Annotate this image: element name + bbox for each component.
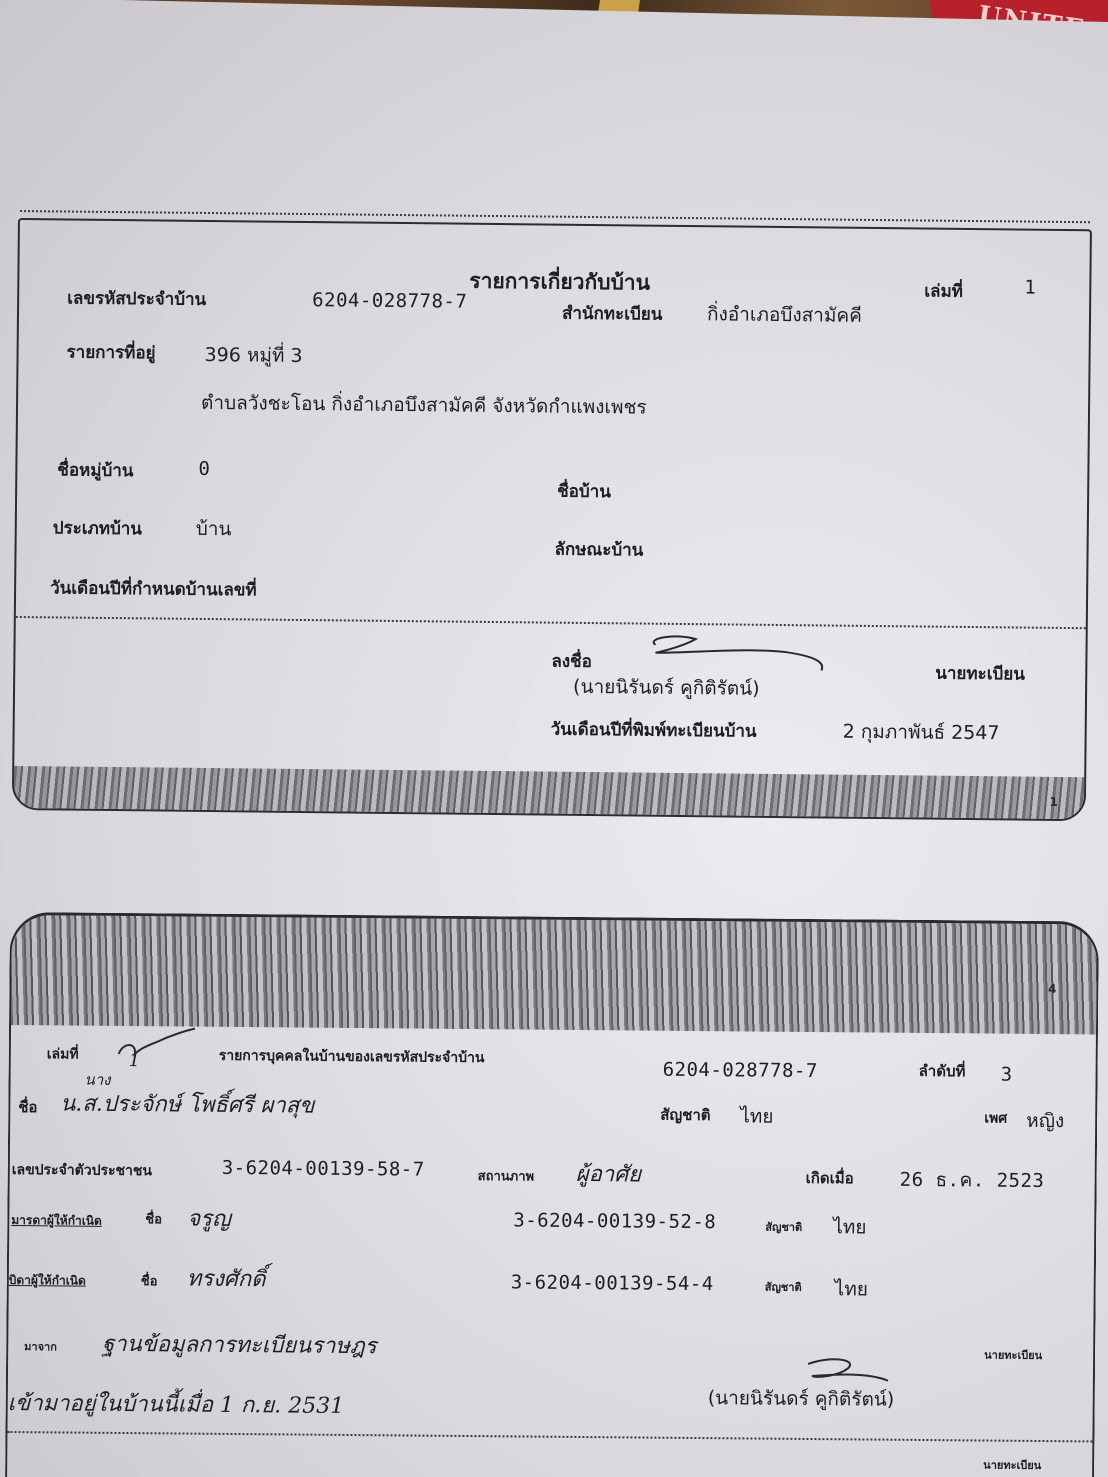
registrar-title-3: นายทะเบียน bbox=[983, 1458, 1042, 1473]
mother-nationality-label: สัญชาติ bbox=[765, 1220, 803, 1234]
house-details-card bbox=[12, 218, 1092, 821]
father-name: ทรงศักดิ์ bbox=[186, 1266, 266, 1293]
page-number: 1 bbox=[1049, 794, 1059, 809]
mother-id: 3-6204-00139-52-8 bbox=[513, 1209, 717, 1234]
sex-label: เพศ bbox=[984, 1110, 1008, 1127]
registrar-name: (นายนิรันดร์ คูกิติรัตน์) bbox=[573, 675, 760, 700]
id-number: 3-6204-00139-58-7 bbox=[221, 1156, 425, 1181]
seq-number: 3 bbox=[1000, 1063, 1013, 1086]
father-id: 3-6204-00139-54-4 bbox=[510, 1271, 714, 1296]
father-nationality-label: สัญชาติ bbox=[764, 1280, 802, 1294]
moved-in-date: เข้ามาอยู่ในบ้านนี้เมื่อ 1 ก.ย. 2531 bbox=[7, 1390, 345, 1419]
print-date: 2 กุมภาพันธ์ 2547 bbox=[842, 720, 1000, 745]
name-prefix-handwritten: นาง bbox=[84, 1070, 111, 1089]
birth-label: เกิดเมื่อ bbox=[805, 1168, 854, 1188]
nationality: ไทย bbox=[740, 1105, 774, 1128]
village-label: ชื่อหมู่บ้าน bbox=[57, 460, 134, 482]
assign-date-label: วันเดือนปีที่กำหนดบ้านเลขที่ bbox=[50, 578, 257, 601]
father-name-label: ชื่อ bbox=[140, 1274, 158, 1290]
house-code-2: 6204-028778-7 bbox=[662, 1058, 818, 1083]
person-card-title: รายการบุคคลในบ้านของเลขรหัสประจำบ้าน bbox=[218, 1047, 485, 1067]
address-line-1: 396 หมู่ที่ 3 bbox=[204, 343, 303, 367]
scan-noise-band bbox=[14, 766, 1084, 819]
from-label: มาจาก bbox=[24, 1340, 57, 1354]
seq-label: ลำดับที่ bbox=[918, 1061, 966, 1081]
nationality-label: สัญชาติ bbox=[660, 1105, 711, 1125]
status: ผู้อาศัย bbox=[575, 1161, 642, 1188]
person-name: น.ส.ประจักษ์ โพธิ์ศรี ผาสุข bbox=[60, 1091, 315, 1119]
mother-name-label: ชื่อ bbox=[145, 1212, 163, 1228]
registrar-title: นายทะเบียน bbox=[935, 663, 1026, 685]
page-number-2: 4 bbox=[1047, 982, 1057, 997]
book-label: เล่มที่ bbox=[924, 281, 964, 302]
house-name-label: ชื่อบ้าน bbox=[557, 481, 611, 503]
house-code: 6204-028778-7 bbox=[312, 289, 468, 313]
registrar-name-2: (นายนิรันดร์ คูกิติรัตน์) bbox=[707, 1387, 895, 1411]
house-type-label: ประเภทบ้าน bbox=[52, 518, 143, 540]
reg-office-label: สำนักทะเบียน bbox=[561, 303, 663, 325]
bottom-dotted-line bbox=[7, 1431, 1092, 1442]
book-label-2: เล่มที่ bbox=[46, 1046, 79, 1063]
print-date-label: วันเดือนปีที่พิมพ์ทะเบียนบ้าน bbox=[550, 719, 757, 742]
house-type-value: บ้าน bbox=[195, 517, 232, 541]
mother-nationality: ไทย bbox=[833, 1216, 867, 1239]
card-title: รายการเกี่ยวกับบ้าน bbox=[469, 268, 651, 295]
id-label: เลขประจำตัวประชาชน bbox=[11, 1162, 153, 1180]
from-value: ฐานข้อมูลการทะเบียนราษฎร bbox=[102, 1331, 377, 1360]
scan-noise-band-2 bbox=[11, 915, 1097, 1034]
reg-office: กิ่งอำเภอบึงสามัคคี bbox=[706, 303, 862, 327]
sign-label: ลงชื่อ bbox=[551, 651, 592, 673]
mother-name: จรูญ bbox=[187, 1206, 231, 1232]
father-nationality: ไทย bbox=[834, 1278, 869, 1301]
address-label: รายการที่อยู่ bbox=[66, 342, 156, 364]
house-code-label: เลขรหัสประจำบ้าน bbox=[67, 288, 207, 310]
mother-label: มารดาผู้ให้กำเนิด bbox=[11, 1213, 102, 1228]
sex: หญิง bbox=[1026, 1109, 1065, 1133]
village-value: 0 bbox=[198, 457, 211, 481]
book-scribble bbox=[113, 1024, 203, 1065]
father-label: บิดาผู้ให้กำเนิด bbox=[8, 1273, 86, 1288]
registrar-title-2: นายทะเบียน bbox=[984, 1348, 1043, 1363]
section-divider bbox=[16, 616, 1086, 629]
birth-date: 26 ธ.ค. 2523 bbox=[899, 1168, 1045, 1193]
house-feature-label: ลักษณะบ้าน bbox=[554, 539, 644, 561]
status-label: สถานภาพ bbox=[477, 1169, 535, 1185]
book-number-2: 1 bbox=[128, 1050, 141, 1072]
person-details-card bbox=[5, 912, 1099, 1477]
book-number: 1 bbox=[1024, 276, 1037, 299]
address-line-2: ตำบลวังชะโอน กิ่งอำเภอบึงสามัคคี จังหวัดกำแพงเพชร bbox=[200, 391, 647, 419]
name-label: ชื่อ bbox=[18, 1098, 38, 1117]
